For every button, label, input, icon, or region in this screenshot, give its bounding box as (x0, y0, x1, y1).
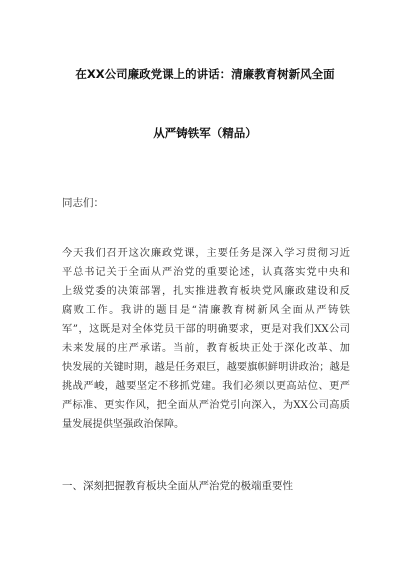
salutation: 同志们： (62, 197, 104, 209)
body-line: 快发展的关键时期，越是任务艰巨，越要旗帜鲜明讲政治；越是 (62, 362, 350, 373)
document-title-line-2: 从严铸铁军（精品） (153, 126, 257, 140)
body-line: 未来发展的庄严承诺。当前，教育板块正处于深化改革、加 (62, 343, 350, 354)
document-title-line-1: 在XX公司廉政党课上的讲话：清廉教育树新风全面 (75, 67, 335, 81)
body-line: 严标准、更实作风，把全面从严治党引向深入，为XX公司高质 (62, 400, 350, 411)
section-heading: 一、深刻把握教育板块全面从严治党的极端重要性 (62, 480, 293, 492)
body-line: 今天我们召开这次廉政党课，主要任务是深入学习贯彻习近 (62, 248, 350, 259)
body-line: 腐败工作。我讲的题目是“清廉教育树新风全面从严铸铁 (62, 305, 350, 316)
body-line: 上级党委的决策部署，扎实推进教育板块党风廉政建设和反 (62, 286, 350, 297)
body-line: 挑战严峻，越要坚定不移抓党建。我们必须以更高站位、更严 (62, 381, 350, 392)
body-line: 量发展提供坚强政治保障。 (62, 419, 185, 430)
body-paragraph (62, 244, 350, 434)
body-line: 军”，这既是对全体党员干部的明确要求，更是对我们XX公司 (62, 324, 350, 335)
body-line: 平总书记关于全面从严治党的重要论述，认真落实党中央和 (62, 267, 350, 278)
